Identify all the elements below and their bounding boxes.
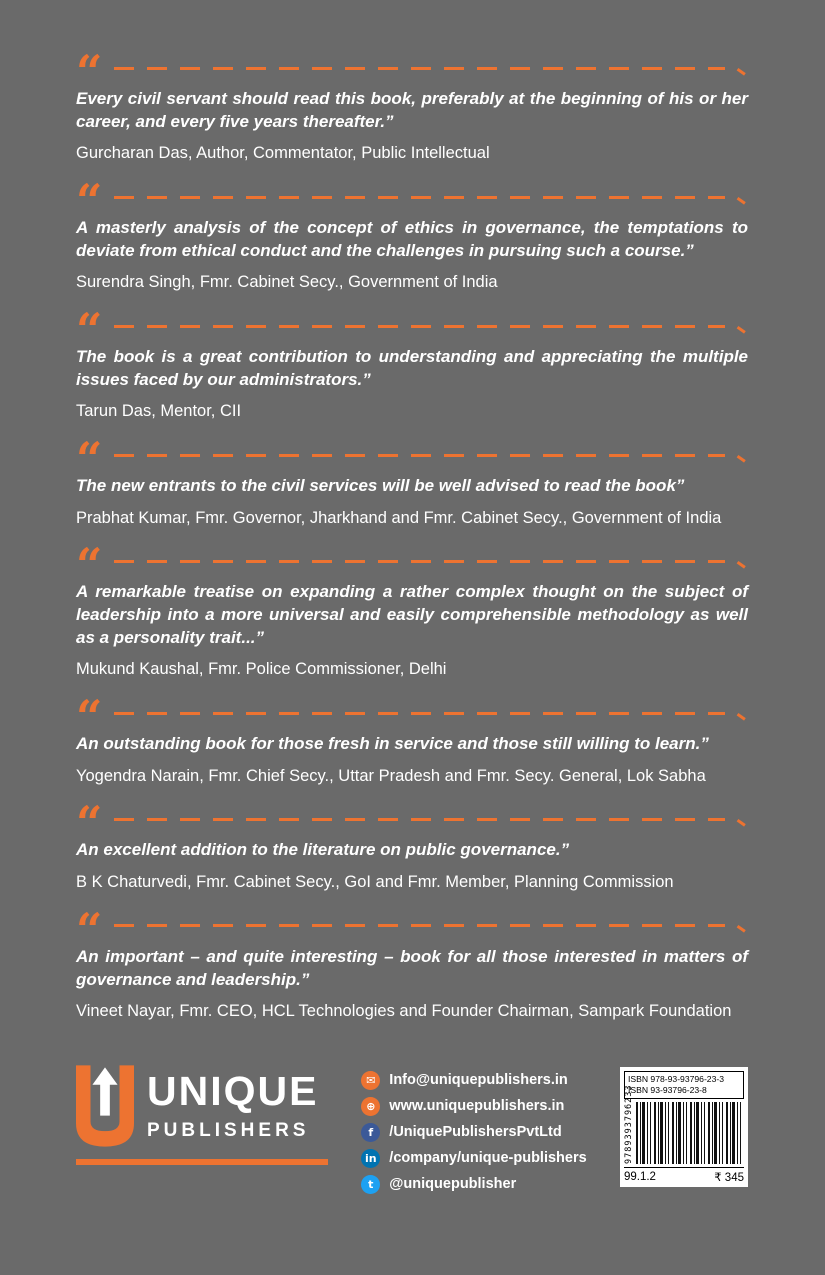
quote-attribution: Yogendra Narain, Fmr. Chief Secy., Uttar Pradesh and Fmr. Secy. General, Lok Sabha: [76, 766, 706, 785]
dashed-divider: [114, 924, 725, 927]
barcode-bars-icon: [636, 1102, 744, 1164]
quote-attribution: Tarun Das, Mentor, CII: [76, 402, 242, 421]
quote-attribution: Mukund Kaushal, Fmr. Police Commissioner, Delhi: [76, 660, 447, 679]
quote-text: An important – and quite interesting – book for all those interested in matters of governance and leadership.”: [76, 946, 748, 989]
facebook-icon: f: [361, 1123, 380, 1142]
quote-text: Every civil servant should read this book, preferably at the beginning of his or her career, and every five years thereafter.”: [76, 89, 748, 131]
dashed-divider: [114, 712, 725, 715]
quote-attribution: Surendra Singh, Fmr. Cabinet Secy., Government of India: [76, 273, 498, 292]
divider-arrow-icon: [737, 455, 746, 463]
contact-twitter-text: @uniquepublisher: [389, 1176, 517, 1193]
barcode-price: ₹ 345: [714, 1172, 744, 1185]
unique-u-logo-icon: [76, 1065, 134, 1147]
logo-underline: [76, 1159, 328, 1165]
dashed-divider: [114, 818, 725, 821]
quote-attribution: Vineet Nayar, Fmr. CEO, HCL Technologies and Founder Chairman, Sampark Foundation: [76, 1002, 732, 1021]
open-quote-icon: “: [76, 432, 101, 487]
divider-arrow-icon: [737, 196, 746, 204]
quote-header: [76, 174, 748, 229]
quote-section: [76, 432, 748, 528]
divider-arrow-icon: [737, 561, 746, 569]
quote-attribution: B K Chaturvedi, Fmr. Cabinet Secy., GoI and Fmr. Member, Planning Commission: [76, 873, 674, 892]
contact-website-text: www.uniquepublishers.in: [389, 1098, 565, 1115]
quote-header: [76, 902, 748, 957]
open-quote-icon: “: [76, 303, 101, 358]
footer: [76, 1065, 748, 1194]
contact-email-text: Info@uniquepublishers.in: [389, 1072, 568, 1089]
contact-email: [361, 1071, 586, 1090]
quote-text: The new entrants to the civil services will be well advised to read the book”: [76, 476, 685, 496]
quote-section: [76, 303, 748, 422]
quote-text: A remarkable treatise on expanding a rather complex thought on the subject of leadership into a more universal and easily comprehensible methodology as well as a personality trait...”: [76, 582, 748, 647]
contact-facebook: [361, 1123, 586, 1142]
quote-section: [76, 690, 748, 786]
divider-arrow-icon: [737, 713, 746, 721]
quote-section: [76, 45, 748, 164]
quote-section: [76, 174, 748, 293]
dashed-divider: [114, 560, 725, 563]
contact-list: [361, 1065, 586, 1194]
barcode-number: 9789393796233: [623, 1084, 634, 1165]
open-quote-icon: “: [76, 796, 101, 851]
divider-arrow-icon: [737, 925, 746, 933]
logo-name: UNIQUE: [147, 1067, 319, 1114]
dashed-divider: [114, 325, 725, 328]
quote-header: [76, 538, 748, 593]
linkedin-icon: in: [361, 1149, 380, 1168]
open-quote-icon: “: [76, 174, 101, 229]
quote-text: An excellent addition to the literature on public governance.”: [76, 840, 570, 860]
isbn-line-1: ISBN 978-93-93796-23-3: [627, 1073, 725, 1084]
globe-icon: ⊕: [361, 1097, 380, 1116]
divider-arrow-icon: [737, 67, 746, 75]
dashed-divider: [114, 67, 725, 70]
isbn-line-2: ISBN 93-93796-23-8: [627, 1085, 707, 1096]
divider-arrow-icon: [737, 325, 746, 333]
logo-text: [147, 1065, 318, 1140]
open-quote-icon: “: [76, 45, 101, 99]
quote-text: An outstanding book for those fresh in service and those still willing to learn.”: [76, 734, 709, 754]
email-icon: ✉: [361, 1071, 380, 1090]
price-row: [624, 1167, 744, 1184]
quote-section: [76, 538, 748, 680]
dashed-divider: [114, 196, 725, 199]
quote-header: [76, 303, 748, 358]
logo-subtitle: PUBLISHERS: [147, 1119, 310, 1141]
quote-section: [76, 902, 748, 1022]
contact-facebook-text: /UniquePublishersPvtLtd: [389, 1124, 562, 1141]
logo-row: [76, 1065, 328, 1147]
quote-text: The book is a great contribution to understanding and appreciating the multiple issues faced by our administrators.”: [76, 347, 748, 389]
open-quote-icon: “: [76, 690, 101, 745]
contact-twitter: [361, 1175, 586, 1194]
open-quote-icon: “: [76, 902, 101, 957]
twitter-icon: t: [361, 1175, 380, 1194]
divider-arrow-icon: [737, 819, 746, 827]
isbn-block: [624, 1071, 744, 1099]
contact-website: [361, 1097, 586, 1116]
contact-linkedin-text: /company/unique-publishers: [389, 1150, 587, 1167]
quote-attribution: Prabhat Kumar, Fmr. Governor, Jharkhand and Fmr. Cabinet Secy., Government of India: [76, 508, 722, 527]
publisher-logo: [76, 1065, 328, 1165]
barcode-code: 99.1.2: [623, 1171, 656, 1184]
contact-linkedin: [361, 1149, 586, 1168]
quote-section: [76, 796, 748, 892]
barcode-panel: [620, 1067, 748, 1187]
quote-text: A masterly analysis of the concept of ethics in governance, the temptations to deviate from ethical conduct and the challenges in pursuing such a course.”: [76, 218, 748, 260]
quote-header: [76, 45, 748, 99]
dashed-divider: [114, 454, 725, 457]
open-quote-icon: “: [76, 538, 101, 593]
quote-attribution: Gurcharan Das, Author, Commentator, Public Intellectual: [76, 144, 490, 163]
